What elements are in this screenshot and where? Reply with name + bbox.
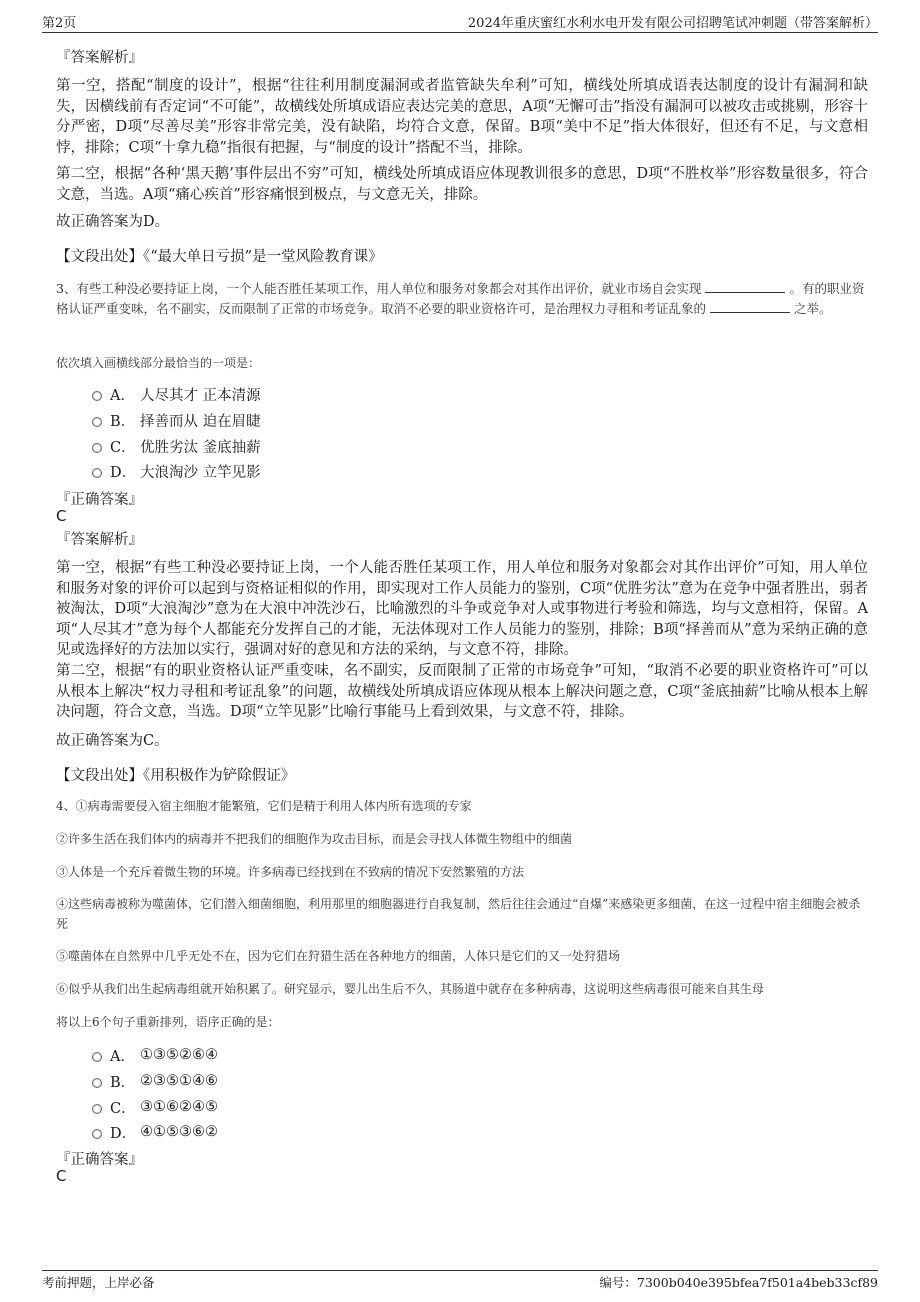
question-instruction: 将以上6个句子重新排列，语序正确的是：: [56, 1015, 280, 1029]
analysis-paragraph: 第二空，根据“有的职业资格认证严重变味，名不副实，反而限制了正常的市场竞争”可知，“取消不必要的职业资格许可”可以从根本上解决“权力寻租和考证乱象”的问题，故横线处所填成语应体现从根本上解决问题之意，C项“釜底抽薪”比喻从根本上解决问题，符合文意，当选。D项“立竿见影”比喻行事能马上看到效果，与文意不符，排除。: [56, 663, 868, 720]
question-sentence: ⑤噬菌体在自然界中几乎无处不在，因为它们在狩猎生活在各种地方的细菌，人体只是它们的又一处狩猎场: [56, 949, 621, 963]
question-sentence: ②许多生活在我们体内的病毒并不把我们的细胞作为攻击目标，而是会寻找人体微生物组中的细菌: [56, 832, 573, 846]
document-code: 编号：7300b040e395bfea7f501a4beb33cf89: [599, 1275, 878, 1290]
question-instruction: 依次填入画横线部分最恰当的一项是：: [56, 356, 261, 370]
fill-blank: [705, 282, 785, 293]
question-sentence: ④这些病毒被称为噬菌体，它们潜入细菌细胞，利用那里的细胞器进行自我复制，然后往往会通过“自爆”来感染更多细菌，在这一过程中宿主细胞会被杀死: [56, 897, 861, 931]
analysis-label: 『答案解析』: [56, 50, 143, 66]
radio-button-icon[interactable]: [92, 391, 102, 401]
radio-button-icon[interactable]: [92, 443, 102, 453]
radio-button-icon[interactable]: [92, 1129, 102, 1139]
option-c[interactable]: C． ③①⑥②④⑤: [92, 1096, 218, 1118]
radio-button-icon[interactable]: [92, 468, 102, 478]
question-sentence: ⑥似乎从我们出生起病毒组就开始积累了。研究显示，婴儿出生后不久，其肠道中就存在多种病毒，这说明这些病毒很可能来自其生母: [56, 982, 765, 996]
analysis-paragraph: 第一空，根据“有些工种没必要持证上岗，一个人能否胜任某项工作，用人单位和服务对象都会对其作出评价”可知，用人单位和服务对象的评价可以起到与资格证相似的作用，即实现对工作人员能力的鉴别，C项“优胜劣汰”意为在竞争中强者胜出，弱者被淘汰，D项“大浪淘沙”意为在大浪中冲洗沙石，比喻激烈的斗争或竞争对人或事物进行考验和筛选，均与文意相符，保留。A项“人尽其才”意为每个人都能充分发挥自己的才能，无法体现对工作人员能力的鉴别，排除；B项“择善而从”意为采纳正确的意见或选择好的方法加以实行，强调对好的意见和方法的采纳，与文意不符，排除。: [56, 560, 868, 658]
document-title: 2024年重庆蜜红水利水电开发有限公司招聘笔试冲刺题（带答案解析）: [467, 16, 878, 31]
analysis-conclusion: 故正确答案为D。: [56, 214, 170, 230]
option-d[interactable]: D． ④①⑤③⑥②: [92, 1121, 218, 1143]
option-c[interactable]: C． 优胜劣汰 釜底抽薪: [92, 435, 261, 457]
radio-button-icon[interactable]: [92, 1078, 102, 1088]
question-sentence: ③人体是一个充斥着微生物的环境。许多病毒已经找到在不致病的情况下安然繁殖的方法: [56, 865, 525, 879]
analysis-paragraph: 第二空，根据“各种‘黑天鹅’事件层出不穷”可知，横线处所填成语应体现教训很多的意思，D项“不胜枚举”形容数量很多，符合文意，当选。A项“痛心疾首”形容痛恨到极点，与文意无关，排除。: [56, 166, 868, 203]
analysis-conclusion: 故正确答案为C。: [56, 733, 169, 749]
radio-button-icon[interactable]: [92, 1104, 102, 1114]
question-stem: 3、有些工种没必要持证上岗，一个人能否胜任某项工作，用人单位和服务对象都会对其作出评价，就业市场自会实现 。有的职业资格认证严重变味，名不副实，反而限制了正常的市场竞争。取消不必要的职业资格许可，是治理权力寻租和考证乱象的 之举。: [56, 281, 865, 316]
radio-button-icon[interactable]: [92, 1052, 102, 1062]
page-footer: [42, 1270, 878, 1291]
footer-slogan: 考前押题，上岸必备: [42, 1275, 155, 1290]
option-b[interactable]: B． 择善而从 迫在眉睫: [92, 409, 261, 431]
radio-button-icon[interactable]: [92, 417, 102, 427]
correct-answer-label: 『正确答案』: [56, 492, 143, 508]
option-d[interactable]: D． 大浪淘沙 立竿见影: [92, 460, 261, 482]
option-a[interactable]: A． ①③⑤②⑥④: [92, 1044, 218, 1066]
correct-answer: C: [56, 507, 67, 525]
source-citation: 【文段出处】《用积极作为铲除假证》: [56, 768, 296, 784]
option-a[interactable]: A． 人尽其才 正本清源: [92, 383, 261, 405]
correct-answer-label: 『正确答案』: [56, 1152, 143, 1168]
fill-blank: [710, 302, 790, 313]
page-number: 第2页: [42, 16, 77, 31]
question-sentence: 4、①病毒需要侵入宿主细胞才能繁殖，它们是精于利用人体内所有选项的专家: [56, 799, 472, 813]
correct-answer: C: [56, 1167, 67, 1185]
analysis-paragraph: 第一空，搭配“制度的设计”，根据“往往利用制度漏洞或者监管缺失牟利”可知，横线处所填成语表达制度的设计有漏洞和缺失，因横线前有否定词“不可能”，故横线处所填成语应表达完美的意思，A项“无懈可击”指没有漏洞可以被攻击或挑剔，形容十分严密，D项“尽善尽美”形容非常完美，没有缺陷，均符合文意，保留。B项“美中不足”指大体很好，但还有不足，与文意相悖，排除；C项“十拿九稳”指很有把握，与“制度的设计”搭配不当，排除。: [56, 78, 868, 156]
option-b[interactable]: B． ②③⑤①④⑥: [92, 1070, 218, 1092]
source-citation: 【文段出处】《“最大单日亏损”是一堂风险教育课》: [56, 249, 383, 265]
page-header: [42, 10, 878, 33]
analysis-label: 『答案解析』: [56, 532, 143, 548]
